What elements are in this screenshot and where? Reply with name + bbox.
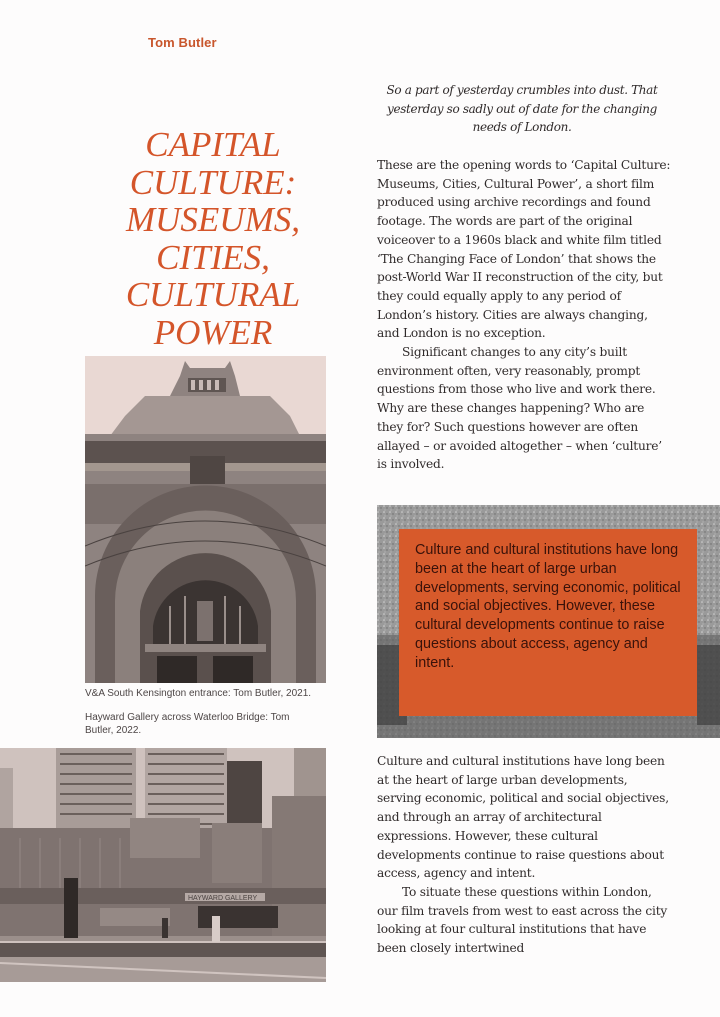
author-name: Tom Butler	[148, 35, 217, 50]
title-line: CAPITAL	[145, 125, 281, 164]
epigraph-line: So a part of yesterday crumbles into dust. That	[386, 83, 658, 97]
body-text-top	[377, 156, 673, 474]
pullquote-box: Culture and cultural institutions have long been at the heart of large urban developments, serving economic, political and social objectives. However, these cultural developments continue to raise questions about access, agency and intent.	[399, 529, 697, 716]
epigraph-quote	[376, 81, 668, 137]
epigraph-line: needs of London.	[472, 120, 572, 135]
hayward-photo-caption: Hayward Gallery across Waterloo Bridge: Tom Butler, 2022.	[85, 712, 290, 736]
body-paragraph: To situate these questions within London, our film travels from west to east across the city looking at four cultural institutions that have been closely intertwined	[377, 884, 668, 956]
va-entrance-photo	[85, 356, 326, 683]
body-paragraph: Significant changes to any city’s built environment often, very reasonably, prompt questions from those who live and work there. Why are these changes happening? Who are they for? Such questions however are often allayed – or avoided altogether – when ‘culture’ is involved.	[377, 345, 662, 472]
body-paragraph: Culture and cultural institutions have long been at the heart of large urban developments, serving economic, political and social objectives, and through an array of architectural expressions. However, these cultural developments continue to raise questions about access, agency and intent.	[377, 754, 669, 881]
article-title	[100, 126, 326, 351]
title-line: CITIES,	[156, 237, 270, 277]
hayward-sign: HAYWARD GALLERY	[188, 895, 258, 902]
title-line: POWER	[153, 312, 273, 352]
body-paragraph: These are the opening words to ‘Capital Culture: Museums, Cities, Cultural Power’, a short film produced using archive recordings and found footage. The words are part of the original voiceover to a 1960s black and white film titled ‘The Changing Face of London’ that shows the post-World War II reconstruction of the city, but they could equally apply to any period of London’s history. Cities are always changing, and London is no exception.	[377, 158, 671, 341]
hayward-gallery-photo	[0, 748, 326, 982]
title-line: CULTURE:	[129, 162, 297, 202]
va-photo-caption: V&A South Kensington entrance: Tom Butler, 2021.	[85, 688, 312, 699]
title-line: MUSEUMS,	[126, 200, 300, 239]
body-text-bottom	[377, 752, 673, 958]
hayward-illustration	[0, 748, 326, 982]
title-line: CULTURAL	[125, 275, 301, 314]
epigraph-line: yesterday so sadly out of date for the changing	[387, 101, 657, 116]
va-facade-illustration	[85, 356, 326, 683]
